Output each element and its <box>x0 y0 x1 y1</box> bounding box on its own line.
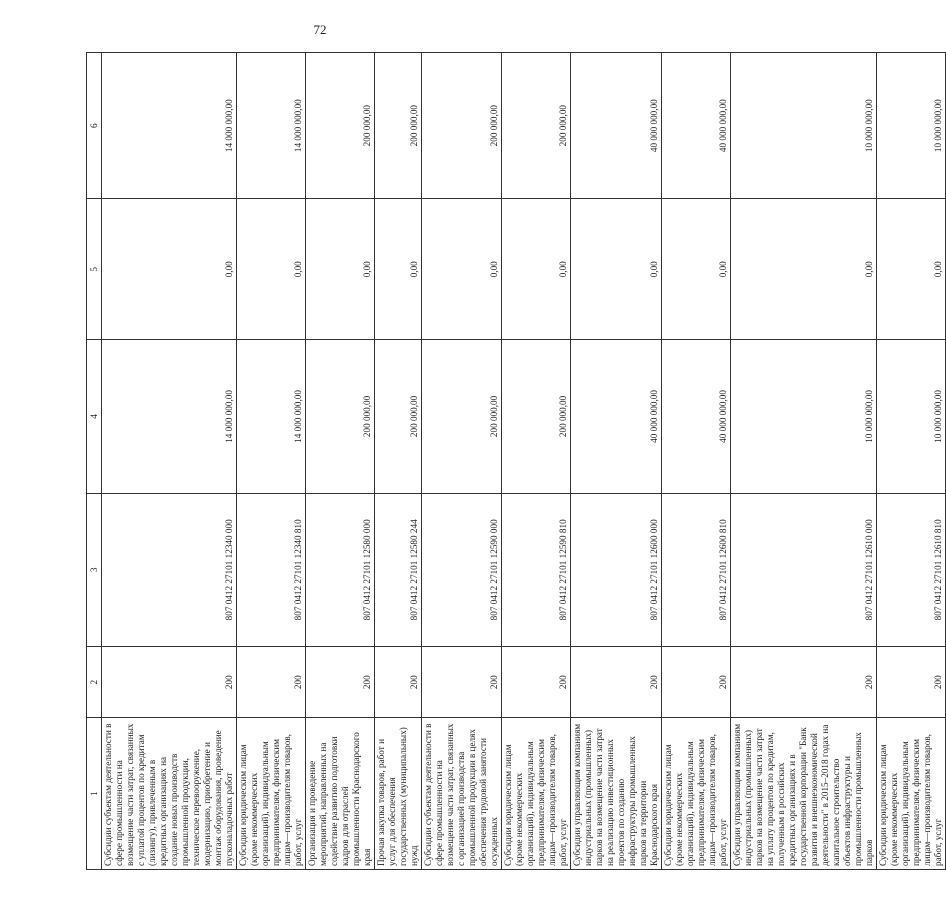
table-row <box>731 53 877 870</box>
table-row <box>102 53 237 870</box>
cell-total: 14 000 000,00 <box>102 53 237 199</box>
cell-plan: 40 000 000,00 <box>571 340 662 493</box>
cell-change: 0,00 <box>306 199 375 340</box>
cell-grbs: 200 <box>731 647 877 718</box>
cell-desc: Субсидии юридическим лицам (кроме некоммерческих организаций), индивидуальным предпринимателям, физическим лицам—производителям товаров, работ, услуг <box>502 718 571 870</box>
cell-change: 0,00 <box>422 199 502 340</box>
table-row <box>237 53 306 870</box>
cell-code: 807 0412 27101 12590 000 <box>422 493 502 646</box>
col-header-5: 5 <box>87 199 102 340</box>
rotated-table-container <box>86 52 943 870</box>
cell-total: 10 000 000,00 <box>877 53 946 199</box>
cell-code: 807 0412 27101 12580 000 <box>306 493 375 646</box>
cell-code: 807 0412 27101 12600 810 <box>662 493 731 646</box>
cell-plan: 200 000,00 <box>306 340 375 493</box>
table-header-row <box>87 53 102 870</box>
cell-total: 14 000 000,00 <box>237 53 306 199</box>
cell-code: 807 0412 27101 12340 810 <box>237 493 306 646</box>
cell-plan: 10 000 000,00 <box>731 340 877 493</box>
cell-change: 0,00 <box>662 199 731 340</box>
cell-plan: 10 000 000,00 <box>877 340 946 493</box>
cell-desc: Субсидии юридическим лицам (кроме некоммерческих организаций), индивидуальным предпринимателям, физическим лицам—производителям товаров, работ, услуг <box>662 718 731 870</box>
cell-code: 807 0412 27101 12610 810 <box>877 493 946 646</box>
cell-desc: Прочая закупка товаров, работ и услуг для обеспечения государственных (муниципальных) нужд <box>375 718 422 870</box>
cell-code: 807 0412 27101 12610 000 <box>731 493 877 646</box>
col-header-6: 6 <box>87 53 102 199</box>
cell-grbs: 200 <box>102 647 237 718</box>
cell-total: 200 000,00 <box>422 53 502 199</box>
table-row <box>502 53 571 870</box>
cell-code: 807 0412 27101 12600 000 <box>571 493 662 646</box>
cell-total: 40 000 000,00 <box>662 53 731 199</box>
table-row <box>571 53 662 870</box>
cell-grbs: 200 <box>306 647 375 718</box>
cell-total: 200 000,00 <box>306 53 375 199</box>
cell-total: 200 000,00 <box>502 53 571 199</box>
budget-table <box>86 52 946 870</box>
col-header-2: 2 <box>87 647 102 718</box>
cell-change: 0,00 <box>237 199 306 340</box>
page-number: 72 <box>313 22 327 37</box>
cell-grbs: 200 <box>375 647 422 718</box>
cell-plan: 200 000,00 <box>422 340 502 493</box>
cell-plan: 200 000,00 <box>375 340 422 493</box>
cell-desc: Субсидии управляющим компаниям индустриальных (промышленных) парков на возмещение части затрат на реализацию инвестиционных проектов по созданию инфраструктуры промышленных парков на территории Краснодарского края <box>571 718 662 870</box>
table-row <box>662 53 731 870</box>
col-header-3: 3 <box>87 493 102 646</box>
cell-total: 40 000 000,00 <box>571 53 662 199</box>
table-row <box>422 53 502 870</box>
cell-total: 200 000,00 <box>375 53 422 199</box>
cell-grbs: 200 <box>877 647 946 718</box>
cell-plan: 40 000 000,00 <box>662 340 731 493</box>
cell-desc: Субсидии юридическим лицам (кроме некоммерческих организаций), индивидуальным предпринимателям, физическим лицам—производителям товаров, работ, услуг <box>237 718 306 870</box>
cell-change: 0,00 <box>102 199 237 340</box>
cell-code: 807 0412 27101 12580 244 <box>375 493 422 646</box>
col-header-4: 4 <box>87 340 102 493</box>
cell-plan: 14 000 000,00 <box>102 340 237 493</box>
table-row <box>375 53 422 870</box>
cell-grbs: 200 <box>422 647 502 718</box>
cell-change: 0,00 <box>877 199 946 340</box>
cell-desc: Субсидии управляющим компаниям индустриальных (промышленных) парков на возмещение части затрат на уплату процентов по кредитам, полученным в российских кредитных организациях и в государственной корпорации "Банк развития и внешнеэкономической деятельности" в 2015–2018 годах на капитальное строительство объектов инфраструктуры и промышленности промышленных парков <box>731 718 877 870</box>
cell-change: 0,00 <box>375 199 422 340</box>
cell-desc: Субсидии субъектам деятельности в сфере промышленности на возмещение части затрат, связанных с уплатой процентов по кредитам (лизингу), привлеченным в кредитных организациях на создание новых производств промышленной продукции, техническое перевооружение, модернизацию, приобретение и монтаж оборудования, проведение пусконаладочных работ <box>102 718 237 870</box>
table-row <box>306 53 375 870</box>
cell-desc: Субсидии юридическим лицам (кроме некоммерческих организаций), индивидуальным предпринимателям, физическим лицам—производителям товаров, работ, услуг <box>877 718 946 870</box>
cell-desc: Организация и проведение мероприятий, направленных на содействие развитию подготовки кадров для отраслей промышленности Краснодарского края <box>306 718 375 870</box>
cell-grbs: 200 <box>662 647 731 718</box>
cell-code: 807 0412 27101 12340 000 <box>102 493 237 646</box>
cell-change: 0,00 <box>571 199 662 340</box>
cell-change: 0,00 <box>731 199 877 340</box>
cell-plan: 14 000 000,00 <box>237 340 306 493</box>
cell-desc: Субсидии субъектам деятельности в сфере промышленности на возмещение части затрат, связанных с организацией производства промышленной продукции в целях обеспечения трудовой занятости осужденных <box>422 718 502 870</box>
cell-grbs: 200 <box>502 647 571 718</box>
cell-grbs: 200 <box>571 647 662 718</box>
cell-plan: 200 000,00 <box>502 340 571 493</box>
cell-grbs: 200 <box>237 647 306 718</box>
cell-change: 0,00 <box>502 199 571 340</box>
table-row <box>877 53 946 870</box>
cell-total: 10 000 000,00 <box>731 53 877 199</box>
cell-code: 807 0412 27101 12590 810 <box>502 493 571 646</box>
col-header-1: 1 <box>87 718 102 870</box>
